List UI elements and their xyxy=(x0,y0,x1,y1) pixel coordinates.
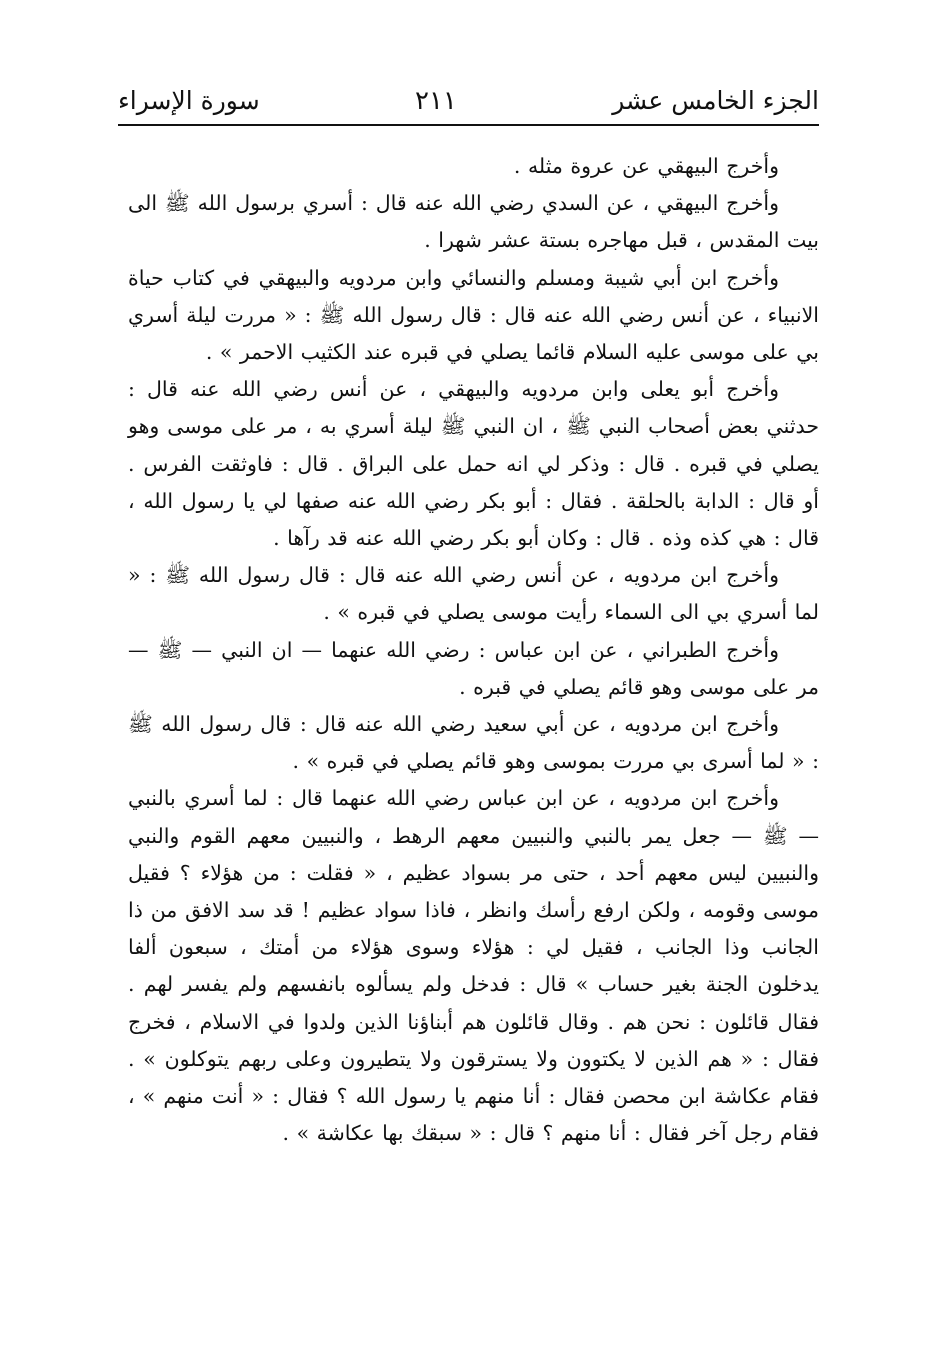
paragraph-3: وأخرج ابن أبي شيبة ومسلم والنسائي وابن مردويه والبيهقي في كتاب حياة الانبياء ، عن أنس رضي الله عنه قال : قال رسول الله ﷺ : « مررت ليلة أسري بي على موسى عليه السلام قائما يصلي في قبره عند الكثيب الاحمر » . xyxy=(128,265,819,365)
paragraph-1: وأخرج البيهقي عن عروة مثله . xyxy=(513,154,779,178)
paragraph-2: وأخرج البيهقي ، عن السدي رضي الله عنه قال : أسري برسول الله ﷺ الى بيت المقدس ، قبل مهاجره بستة عشر شهرا . xyxy=(128,191,819,253)
paragraph-5: وأخرج ابن مردويه ، عن أنس رضي الله عنه قال : قال رسول الله ﷺ : « لما أسري بي الى السماء رأيت موسى يصلي في قبره » . xyxy=(128,563,819,625)
page-number: ٢١١ xyxy=(415,86,457,116)
paragraph-8: وأخرج ابن مردويه ، عن ابن عباس رضي الله عنهما قال : لما أسري بالنبي — ﷺ — جعل يمر بالنبي والنبيين معهم الرهط ، والنبيين معهم القوم والنبي والنبيين ليس معهم أحد ، حتى مر بسواد عظيم ، « فقلت : من هؤلاء ؟ فقيل موسى وقومه ، ولكن ارفع رأسك وانظر ، فاذا سواد عظيم ! قد سد الافق من ذا الجانب وذا الجانب ، فقيل لي : هؤلاء وسوى هؤلاء من أمتك ، سبعون ألفا يدخلون الجنة بغير حساب » قال : فدخل ولم يسألوه بانفسهم ولم يفسر لهم . فقال قائلون : نحن هم . وقال قائلون هم أبناؤنا الذين ولدوا في الاسلام ، فخرج فقال : « هم الذين لا يكتوون ولا يسترقون ولا يتطيرون وعلى ربهم يتوكلون » . فقام عكاشة ابن محصن فقال : أنا منهم يا رسول الله ؟ فقال : « أنت منهم » ، فقام رجل آخر فقال : أنا منهم ؟ قال : « سبقك بها عكاشة » . xyxy=(128,786,819,1146)
running-head-part: الجزء الخامس عشر xyxy=(612,86,819,115)
paragraph-4: وأخرج أبو يعلى وابن مردويه والبيهقي ، عن أنس رضي الله عنه قال : حدثني بعض أصحاب النبي ﷺ ، ان النبي ﷺ ليلة أسري به ، مر على موسى وهو يصلي في قبره . قال : وذكر لي انه حمل على البراق . قال : فاوثقت الفرس . أو قال : الدابة بالحلقة . فقال : أبو بكر رضي الله عنه صفها لي يا رسول الله ، قال : هي كذه وذه . قال : وكان أبو بكر رضي الله عنه قد رآها . xyxy=(128,377,819,551)
running-head-surah: سورة الإسراء xyxy=(118,86,260,115)
page-body xyxy=(128,148,819,1152)
page-header xyxy=(118,78,819,118)
header-rule xyxy=(118,124,819,126)
paragraph-6: وأخرج الطبراني ، عن ابن عباس : رضي الله عنهما — ان النبي — ﷺ — مر على موسى وهو قائم يصلي في قبره . xyxy=(128,637,819,699)
paragraph-7: وأخرج ابن مردويه ، عن أبي سعيد رضي الله عنه قال : قال رسول الله ﷺ : « لما أسرى بي مررت بموسى وهو قائم يصلي في قبره » . xyxy=(128,712,819,774)
